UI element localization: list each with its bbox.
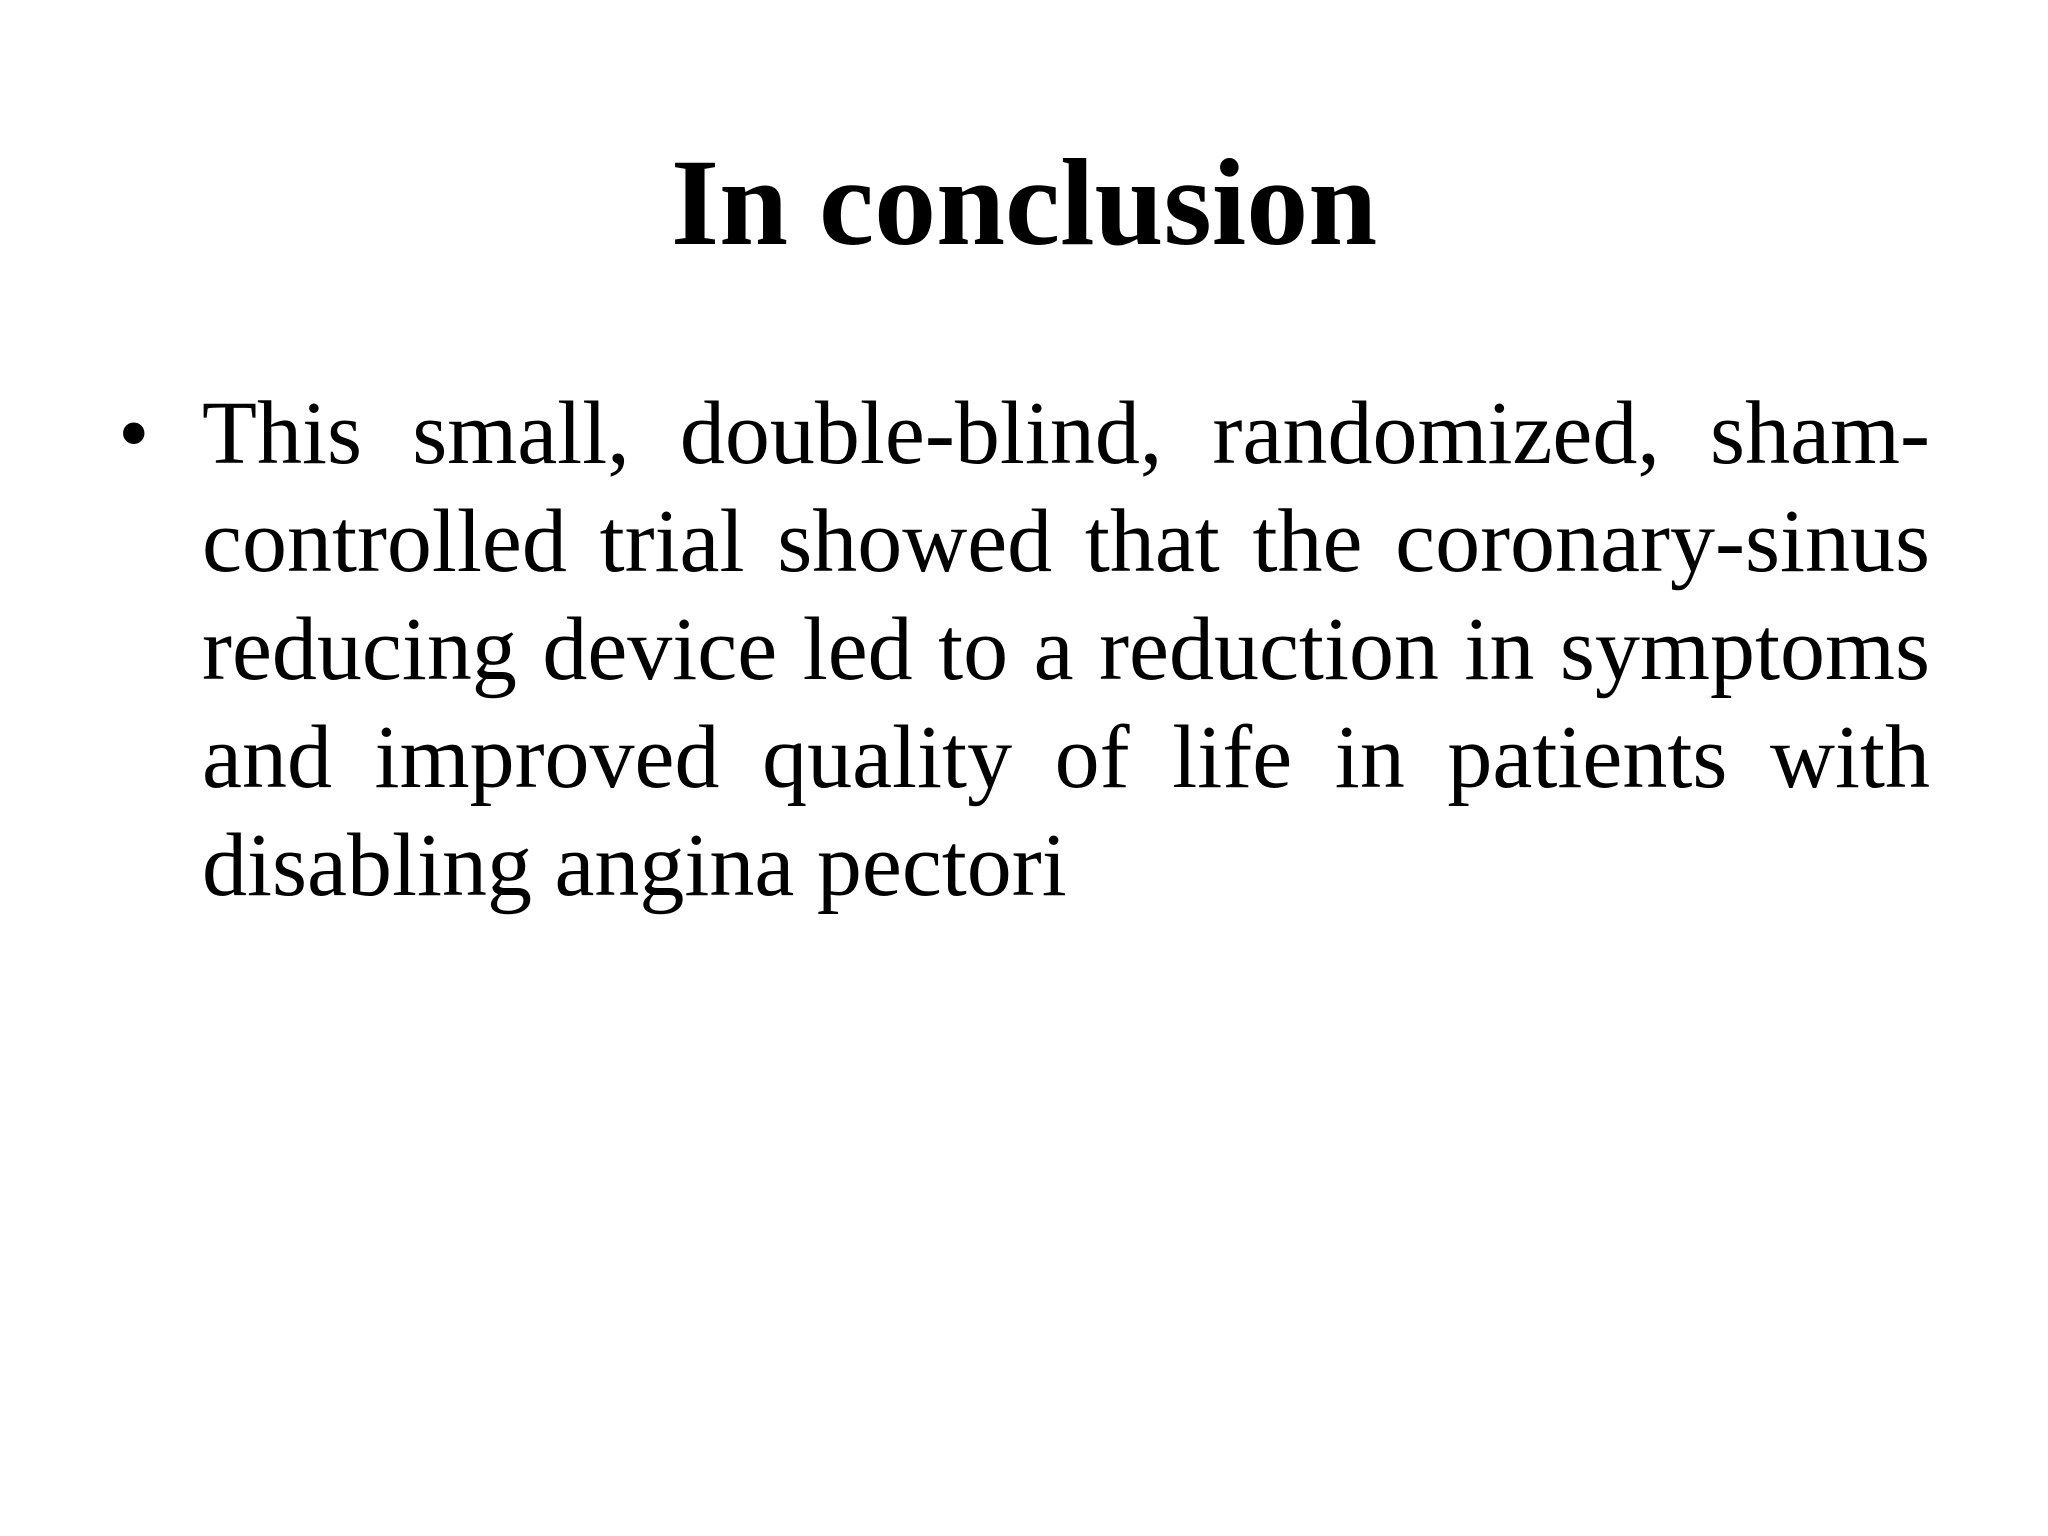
bullet-text: This small, double-blind, randomized, sham-controlled trial showed that the coronary-sinus reducing device led to a reduction in symptoms and improved quality of life in patients with disabling angina pectori [202,384,1930,915]
bullet-list [118,380,1930,920]
slide-title: In conclusion [670,134,1378,271]
bullet-marker: • [118,384,150,483]
bullet-item [118,380,1930,920]
